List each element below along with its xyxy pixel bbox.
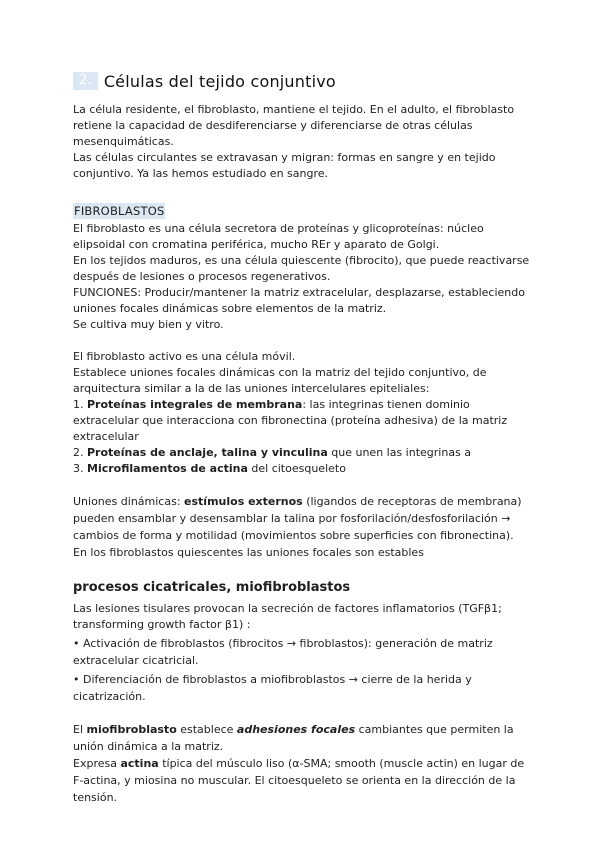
document-page (73, 70, 533, 806)
list-item-term: Microfilamentos de actina (87, 462, 248, 475)
fibroblastos-label: FIBROBLASTOS (74, 204, 165, 218)
fibroblastos-functions: FUNCIONES: Producir/mantener la matriz extracelular, desplazarse, estableciendo uniones focales dinámicas sobre elementos de la matriz. (73, 286, 525, 315)
section-title: Células del tejido conjuntivo (103, 71, 336, 91)
bullet-diferenciacion: • Diferenciación de fibroblastos a miofibroblastos → cierre de la herida y cicatrización. (73, 673, 472, 703)
bullet-activacion: • Activación de fibroblastos (fibrocitos → fibroblastos): generación de matriz extracelular cicatricial. (73, 637, 493, 667)
section-heading (73, 70, 533, 92)
fibroblastos-paragraph-4: Se cultiva muy bien y vitro. (73, 318, 224, 331)
miofibroblasto-term: miofibroblasto (86, 723, 177, 736)
list-item-term: Proteínas de anclaje, talina y vinculina (87, 446, 328, 459)
list-item: 2. Proteínas de anclaje, talina y vinculina que unen las integrinas a (73, 446, 472, 459)
section-number: 2. (73, 72, 98, 90)
intro-paragraph-1: La célula residente, el fibroblasto, mantiene el tejido. En el adulto, el fibroblasto retiene la capacidad de desdiferenciarse y diferenciarse de otras células mesenquimáticas. (73, 103, 515, 148)
subsection-title: procesos cicatricales, miofibroblastos (73, 580, 351, 595)
uniones-paragraph: Uniones dinámicas: estímulos externos (ligandos de receptoras de membrana) pueden ensamblar y desensamblar la talina por fosforilación/desfosforilación → cambios de forma y motilidad (movimientos sobre superficies con fibronectina). (73, 495, 522, 542)
list-item-term: Proteínas integrales de membrana (87, 398, 303, 411)
fibroblastos-paragraph-1: El fibroblasto es una célula secretora de proteínas y glicoproteínas: núcleo elipsoidal con cromatina periférica, mucho REr y aparato de Golgi. (73, 222, 484, 251)
uniones-term: estímulos externos (184, 495, 303, 508)
actina-paragraph: Expresa actina típica del músculo liso (α-SMA; smooth (muscle actin) en lugar de F-actina, y miosina no muscular. El citoesqueleto se orienta en la dirección de la tensión. (73, 757, 525, 804)
cicatricales-paragraph: Las lesiones tisulares provocan la secreción de factores inflamatorios (TGFβ1; transforming growth factor β1) : (73, 602, 502, 631)
fibroblastos-paragraph-2: En los tejidos maduros, es una célula quiescente (fibrocito), que puede reactivarse después de lesiones o procesos regenerativos. (73, 254, 530, 283)
activo-paragraph-2: Establece uniones focales dinámicas con la matriz del tejido conjuntivo, de arquitectura similar a la de las uniones intercelulares epiteliales: (73, 366, 487, 395)
intro-paragraph-2: Las células circulantes se extravasan y migran: formas en sangre y en tejido conjuntivo. Ya las hemos estudiado en sangre. (73, 151, 496, 180)
list-item: 3. Microfilamentos de actina del citoesqueleto (73, 462, 346, 475)
actina-term: actina (120, 757, 159, 770)
uniones-paragraph-2: En los fibroblastos quiescentes las uniones focales son estables (73, 546, 424, 559)
miofibroblasto-paragraph: El miofibroblasto establece adhesiones focales cambiantes que permiten la unión dinámica a la matriz. (73, 723, 514, 753)
activo-paragraph-1: El fibroblasto activo es una célula móvil. (73, 350, 296, 363)
list-item: 1. Proteínas integrales de membrana: las integrinas tienen dominio extracelular que interacciona con fibronectina (proteína adhesiva) de la matriz extracelular (73, 398, 508, 443)
adhesiones-term: adhesiones focales (236, 723, 356, 736)
